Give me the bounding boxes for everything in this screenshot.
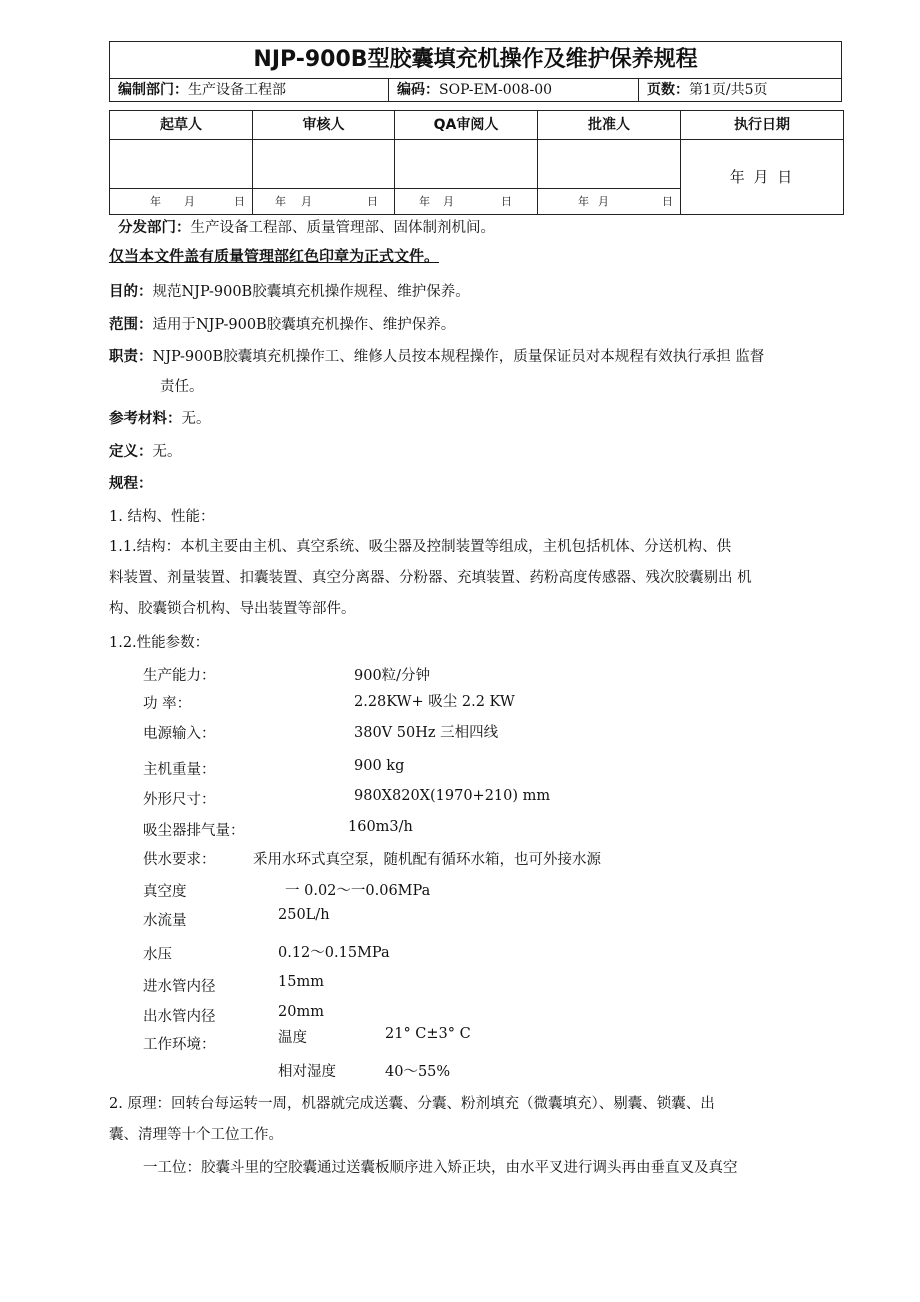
code-value: SOP-EM-008-00 <box>439 82 553 98</box>
definition-text: 无。 <box>152 444 182 460</box>
param-label: 生产能力： <box>143 668 216 684</box>
param-value: 900粒/分钟 <box>354 668 431 684</box>
qa-header: QA审阅人 <box>395 111 537 140</box>
param-label: 吸尘器排气量： <box>143 823 245 839</box>
scope-text: 适用于NJP-900B胶囊填充机操作、维护保养。 <box>152 317 456 333</box>
approver-column <box>538 111 681 214</box>
param-value: 一 0.02〜一0.06MPa <box>285 883 431 899</box>
document-title: NJP-900B型胶囊填充机操作及维护保养规程 <box>110 42 841 79</box>
page-value: 第1页/共5页 <box>689 82 768 98</box>
drafter-column <box>110 111 253 214</box>
reviewer-date: 年 月 日 <box>253 188 394 215</box>
document-header <box>109 41 842 102</box>
exec-date-header: 执行日期 <box>681 111 843 140</box>
section-1-1-line-2: 料装置、剂量装置、扣囊装置、真空分离器、分粉器、充填装置、药粉高度传感器、残次胶囊剔出 机 <box>109 570 752 586</box>
dept-cell <box>110 78 389 102</box>
param-label: 进水管内径 <box>143 979 216 995</box>
duty-text-1: NJP-900B胶囊填充机操作工、维修人员按本规程操作，质量保证员对本规程有效执行承担 监督 <box>152 349 765 365</box>
param-label: 功 率： <box>143 696 192 712</box>
param-label: 水压 <box>143 947 172 963</box>
section-2-line-2: 囊、清理等十个工位工作。 <box>109 1127 283 1143</box>
distribution-value: 生产设备工程部、质量管理部、固体制剂机间。 <box>190 220 495 236</box>
param-label: 水流量 <box>143 913 187 929</box>
reviewer-column <box>253 111 395 214</box>
section-2-line-1: 2. 原理：回转台每运转一周，机器就完成送囊、分囊、粉剂填充（微囊填充）、剔囊、锁囊、出 <box>109 1096 715 1112</box>
rules-label: 规程： <box>109 476 153 492</box>
page-cell <box>639 78 842 102</box>
code-label: 编码： <box>397 82 439 98</box>
param-label: 出水管内径 <box>143 1009 216 1025</box>
param-value: 160m3/h <box>348 819 413 835</box>
section-2-line-3: 一工位：胶囊斗里的空胶囊通过送囊板顺序进入矫正块，由水平叉进行调头再由垂直叉及真空 <box>143 1160 738 1176</box>
reference-text: 无。 <box>181 411 211 427</box>
distribution-label: 分发部门： <box>118 220 191 236</box>
reference <box>109 407 211 428</box>
section-1-1-line-3: 构、胶囊锁合机构、导出装置等部件。 <box>109 601 356 617</box>
param-value: 相对湿度 <box>278 1064 336 1080</box>
scope <box>109 313 455 334</box>
scope-label: 范围： <box>109 317 153 333</box>
param-label: 真空度 <box>143 884 187 900</box>
param-label: 电源输入： <box>143 726 216 742</box>
exec-date-column <box>681 111 843 214</box>
param-label: 外形尺寸： <box>143 792 216 808</box>
drafter-header: 起草人 <box>110 111 252 140</box>
purpose-label: 目的： <box>109 284 153 300</box>
definition-label: 定义： <box>109 444 153 460</box>
exec-date-value: 年 月 日 <box>729 168 795 186</box>
param-value: 380V 50Hz 三相四线 <box>354 725 499 741</box>
signoff-table <box>109 110 844 215</box>
approver-date: 年 月 日 <box>538 188 680 215</box>
definition <box>109 440 182 461</box>
purpose <box>109 280 470 301</box>
param-value: 900 kg <box>354 758 405 774</box>
page-label: 页数： <box>647 82 689 98</box>
param-value: 釆用水环式真空泵，随机配有循环水箱，也可外接水源 <box>253 852 601 868</box>
duty-label: 职责： <box>109 349 153 365</box>
param-value: 15mm <box>278 974 324 990</box>
purpose-text: 规范NJP-900B胶囊填充机操作规程、维护保养。 <box>152 284 470 300</box>
param-label: 供水要求： <box>143 852 216 868</box>
param-label: 工作环境： <box>143 1037 216 1053</box>
param-value: 250L/h <box>278 907 330 923</box>
param-label: 主机重量： <box>143 762 216 778</box>
param-value: 980X820X(1970+210) mm <box>354 788 551 804</box>
dept-label: 编制部门： <box>118 82 188 98</box>
duty-text-2: 责任。 <box>160 379 204 395</box>
qa-date: 年 月 日 <box>395 188 537 215</box>
param-value: 20mm <box>278 1004 324 1020</box>
param-value: 2.28KW+ 吸尘 2.2 KW <box>354 694 515 710</box>
param-value: 0.12〜0.15MPa <box>278 945 390 961</box>
reviewer-header: 审核人 <box>253 111 394 140</box>
approver-header: 批准人 <box>538 111 680 140</box>
duty <box>109 345 764 366</box>
section-1-heading: 1. 结构、性能： <box>109 509 215 525</box>
section-1-1-line-1: 1.1.结构：本机主要由主机、真空系统、吸尘器及控制装置等组成，主机包括机体、分送机构、供 <box>109 539 732 555</box>
official-notice: 仅当本文件盖有质量管理部红色印章为正式文件。 <box>109 247 440 265</box>
dept-value: 生产设备工程部 <box>188 82 286 98</box>
param-value-2: 40〜55% <box>385 1064 451 1080</box>
distribution <box>118 216 495 237</box>
reference-label: 参考材料： <box>109 411 182 427</box>
drafter-date: 年 月 日 <box>110 188 252 215</box>
section-1-2-heading: 1.2.性能参数： <box>109 635 210 651</box>
param-value: 温度 <box>278 1030 307 1046</box>
qa-column <box>395 111 538 214</box>
param-value-2: 21° C±3° C <box>385 1026 471 1042</box>
code-cell <box>389 78 639 102</box>
